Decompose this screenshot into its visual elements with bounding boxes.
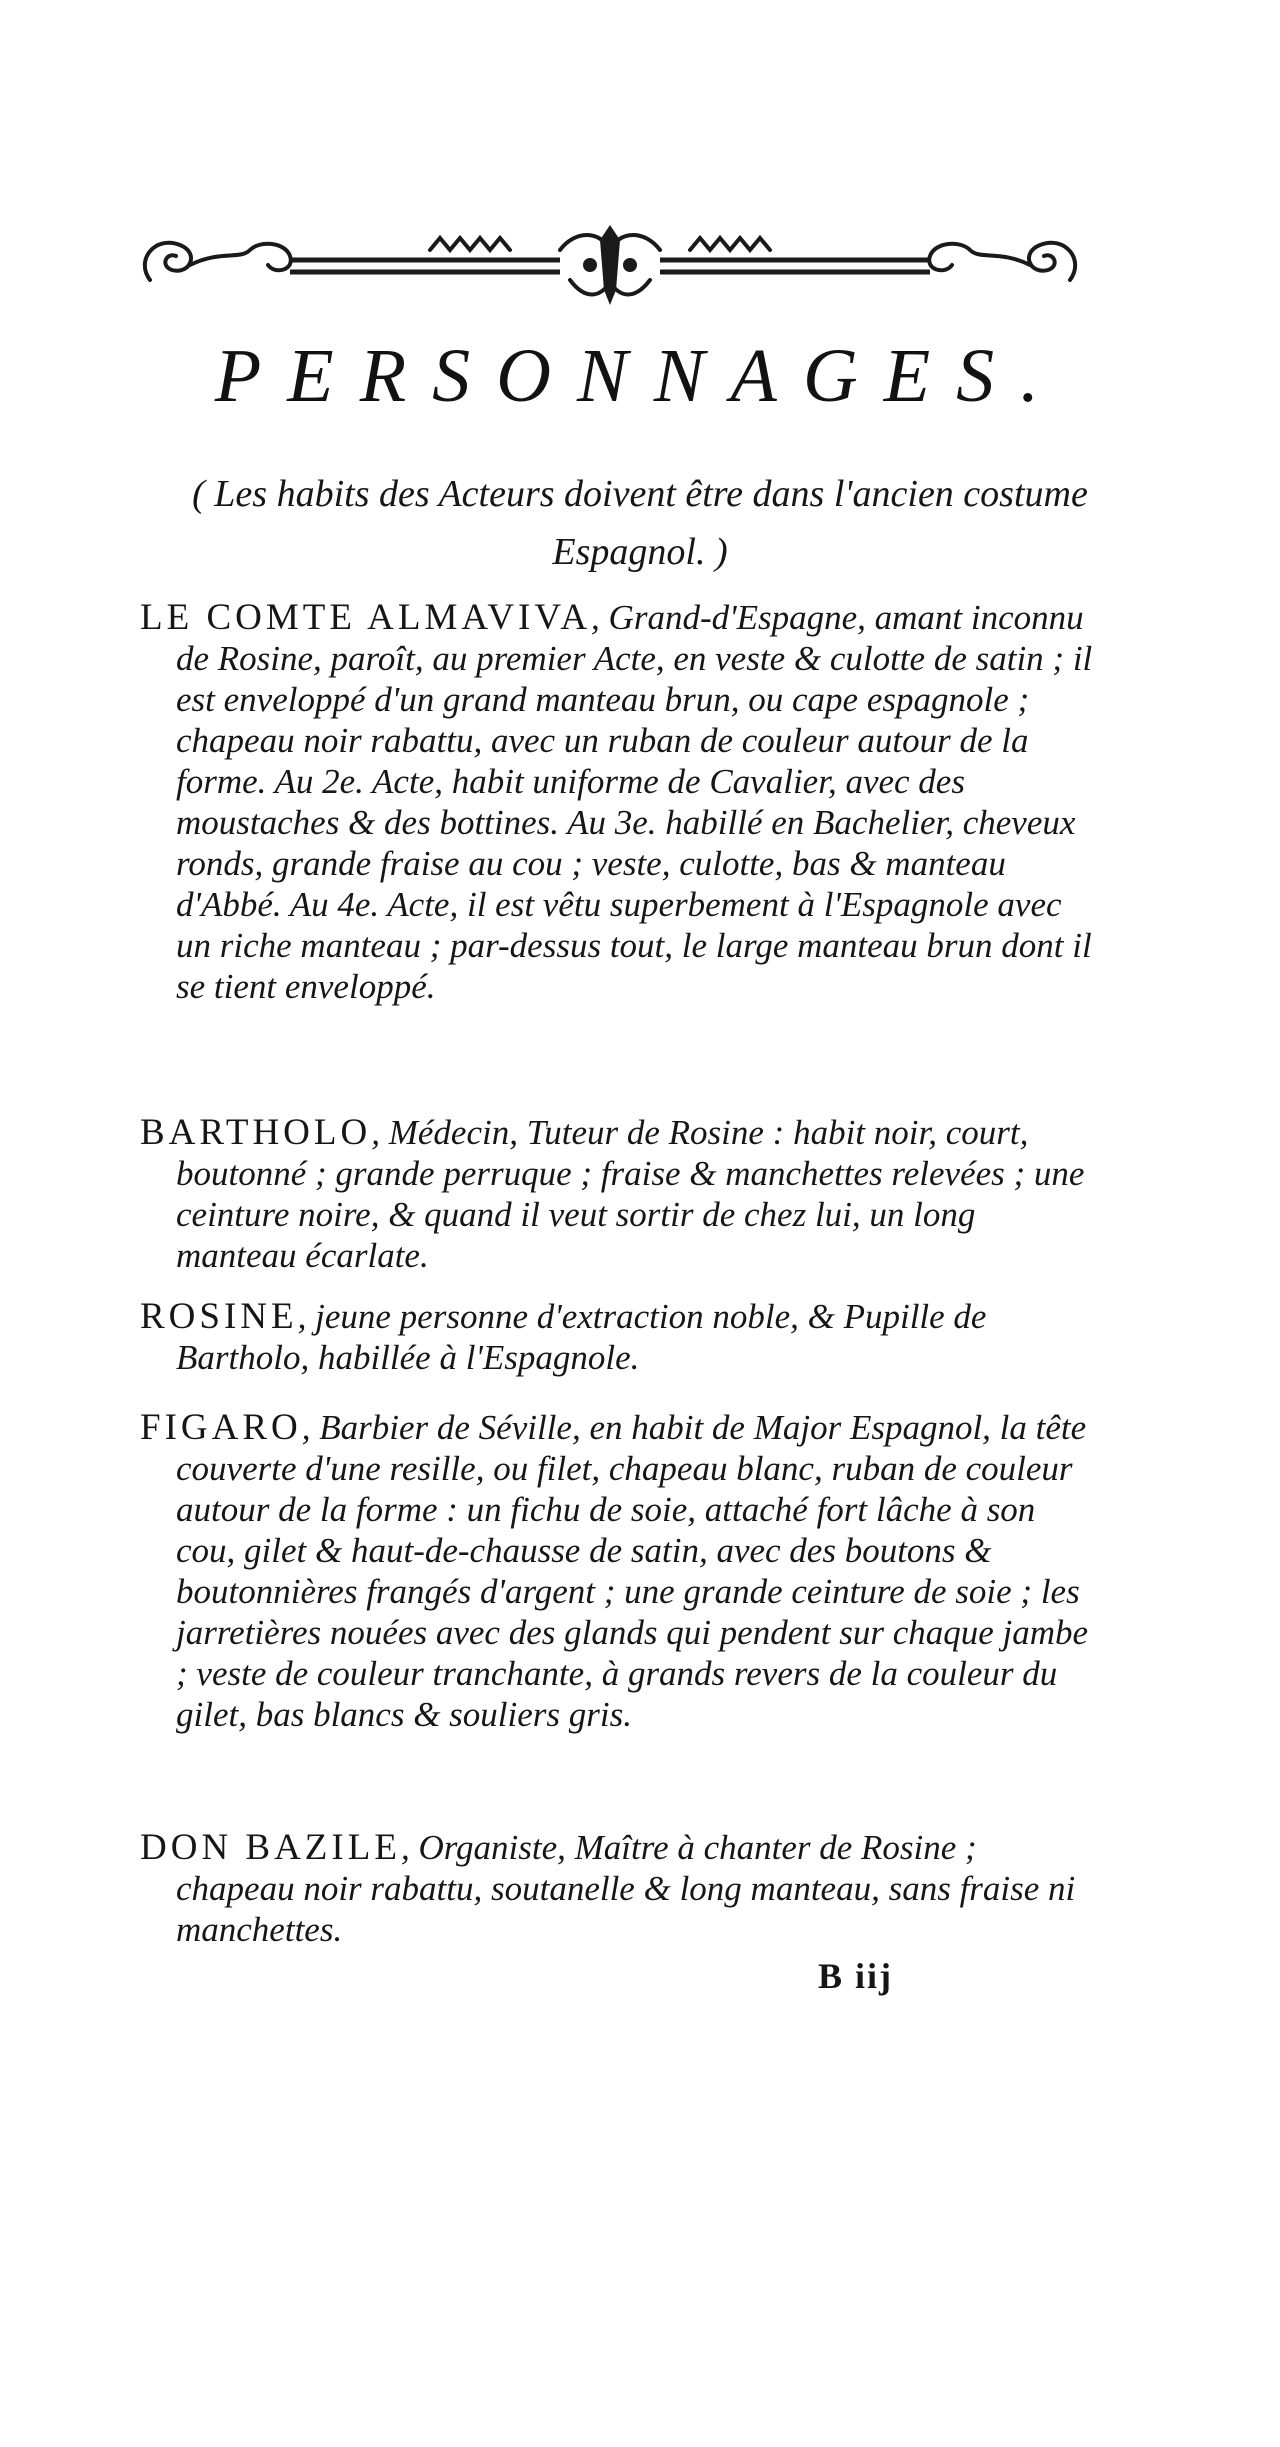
character-name: DON BAZILE xyxy=(140,1827,401,1868)
character-description: , jeune personne d'extraction noble, & Pupille de Bartholo, habillée à l'Espagnole. xyxy=(176,1297,987,1377)
character-entry-bartholo xyxy=(140,1112,1100,1276)
character-entry-rosine xyxy=(140,1296,1100,1378)
scroll-ornament-icon xyxy=(130,220,1090,310)
character-entry-bazile xyxy=(140,1827,1100,1950)
character-name: BARTHOLO xyxy=(140,1112,372,1153)
signature-mark: B iij xyxy=(818,1956,894,1996)
character-name: LE COMTE ALMAVIVA xyxy=(140,597,592,638)
character-description: , Grand-d'Espagne, amant inconnu de Rosine, paroît, au premier Acte, en veste & culotte de satin ; il est enveloppé d'un grand manteau brun, ou cape espagnole ; chapeau noir rabattu, avec un ruban de couleur autour de la forme. Au 2e. Acte, habit uniforme de Cavalier, avec des moustaches & des bottines. Au 3e. habillé en Bachelier, cheveux ronds, grande fraise au cou ; veste, culotte, bas & manteau d'Abbé. Au 4e. Acte, il est vêtu superbement à l'Espagnole avec un riche manteau ; par-dessus tout, le large manteau brun dont il se tient enveloppé. xyxy=(176,598,1093,1006)
costume-note: ( Les habits des Acteurs doivent être dans l'ancien costume Espagnol. ) xyxy=(192,473,1088,573)
page-title: PERSONNAGES. xyxy=(214,334,1066,418)
character-description: , Barbier de Séville, en habit de Major Espagnol, la tête couverte d'une resille, ou filet, chapeau blanc, ruban de couleur autour de la forme : un fichu de soie, attaché fort lâche à son cou, gilet & haut-de-chausse de satin, avec des boutons & boutonnières frangés d'argent ; une grande ceinture de soie ; les jarretières nouées avec des glands qui pendent sur chaque jambe ; veste de couleur tranchante, à grands revers de la couleur du gilet, bas blancs & souliers gris. xyxy=(176,1408,1089,1734)
character-entry-figaro xyxy=(140,1407,1100,1735)
character-name: FIGARO xyxy=(140,1407,302,1448)
character-name: ROSINE xyxy=(140,1296,298,1337)
character-description: , Organiste, Maître à chanter de Rosine ; chapeau noir rabattu, soutanelle & long manteau, sans fraise ni manchettes. xyxy=(176,1828,1076,1949)
character-entry-almaviva xyxy=(140,597,1100,1007)
character-description: , Médecin, Tuteur de Rosine : habit noir, court, boutonné ; grande perruque ; fraise & manchettes relevées ; une ceinture noire, & quand il veut sortir de chez lui, un long manteau écarlate. xyxy=(176,1113,1085,1275)
